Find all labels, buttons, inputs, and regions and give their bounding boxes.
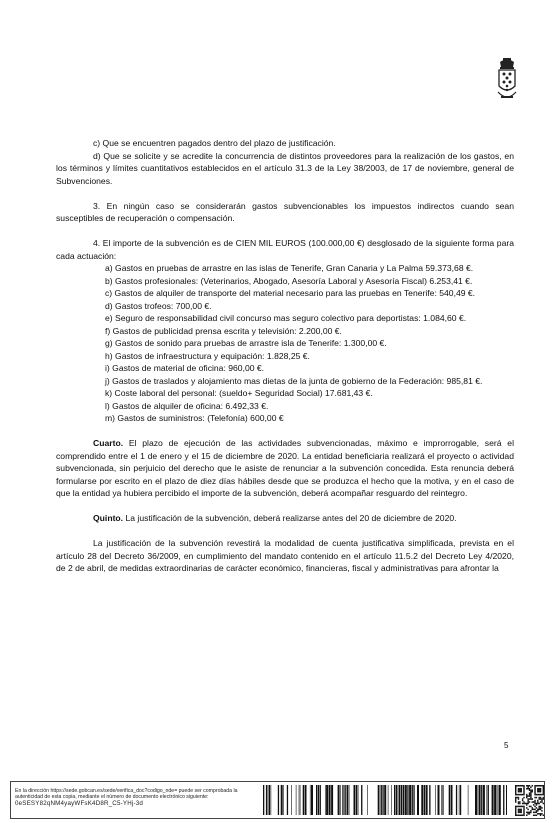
qr-code-icon xyxy=(515,785,544,816)
list-item: f) Gastos de publicidad prensa escrita y televisión: 2.200,00 €. xyxy=(105,325,342,336)
article-cuarto xyxy=(56,437,514,500)
list-item: l) Gastos de alquiler de oficina: 6.492,33 €. xyxy=(105,400,269,411)
list-item: k) Coste laboral del personal: (sueldo+ Seguridad Social) 17.681,43 €. xyxy=(105,388,373,398)
verification-text: En la dirección https://sede.gobcan.es/sede/verifica_doc?codigo_nde= puede ser comprobada la autenticidad de esta copia, mediante el número de documento electrónico siguiente: xyxy=(15,788,238,801)
document-code: 0eSESY82qNM4yayWFsK4D8R_C5-YHj-3d xyxy=(15,799,143,807)
list-item: m) Gastos de suministros: (Telefonía) 600,00 € xyxy=(105,413,284,423)
list-item: h) Gastos de infraestructura y equipación: 1.828,25 €. xyxy=(105,350,310,361)
article-cuarto-text: El plazo de ejecución de las actividades subvencionadas, máximo e improrrogable, será el comprendido entre el 1 de enero y el 15 de diciembre de 2020. La entidad beneficiaria realizará el proyecto o actividad subvencionada, sin perjuicio del derecho que le asiste de renunciar a la subvención concedida. Esta renuncia deberá formularse por escrito en el plazo de diez días hábiles desde que se produzca el hecho que la motiva, y en el caso de que la entidad ya hubiera percibido el importe de la subvención, deberá acompañar resguardo del reintegro. xyxy=(56,438,514,498)
paragraph-4: 4. El importe de la subvención es de CIEN MIL EUROS (100.000,00 €) desglosado de la siguiente forma para cada actuación: xyxy=(56,238,514,261)
list-item: b) Gastos profesionales: (Veterinarios, Abogado, Asesoría Laboral y Asesoría Fiscal) 6.253,41 €. xyxy=(105,275,473,286)
list-item: a) Gastos en pruebas de arrastre en las islas de Tenerife, Gran Canaria y La Palma 59.373,68 €. xyxy=(105,263,474,273)
verification-text-block xyxy=(15,788,255,807)
list-item: j) Gastos de traslados y alojamiento mas dietas de la junta de gobierno de la Federación: 985,81 €. xyxy=(105,375,483,386)
justification-paragraph: La justificación de la subvención revestirá la modalidad de cuenta justificativa simplificada, prevista en el artículo 28 del Decreto 36/2009, en cumplimiento del mandato contenido en el artículo 11.5.2 del Decreto Ley 4/2020, de 2 de abril, de medidas extraordinarias de carácter económico, financieras, fiscal y administrativas para afrontar la xyxy=(56,538,514,573)
barcode-icon xyxy=(263,785,507,815)
list-item: d) Gastos trofeos: 700,00 €. xyxy=(105,300,212,311)
article-quinto-text: La justificación de la subvención, deberá realizarse antes del 20 de diciembre de 2020. xyxy=(123,513,457,523)
paragraph-3: 3. En ningún caso se considerarán gastos subvencionables los impuestos indirectos cuando sean susceptibles de recuperación o compensación. xyxy=(56,200,514,223)
coat-of-arms-icon xyxy=(496,58,518,102)
verification-footer xyxy=(10,781,545,819)
list-item: i) Gastos de material de oficina: 960,00 €. xyxy=(105,363,265,373)
article-quinto xyxy=(56,512,514,525)
article-quinto-label: Quinto. xyxy=(93,513,124,523)
requirement-d: d) Que se solicite y se acredite la concurrencia de distintos proveedores para la realización de los gastos, en los términos y límites cuantitativos establecidos en el artículo 31.3 de la Ley 38/2003, de 17 de noviembre, general de Subvenciones. xyxy=(56,150,514,186)
document-body xyxy=(56,137,514,575)
list-item: e) Seguro de responsabilidad civil concurso mas seguro colectivo para deportistas: 1.084,60 €. xyxy=(105,313,467,323)
list-item: g) Gastos de sonido para pruebas de arrastre isla de Tenerife: 1.300,00 €. xyxy=(105,338,387,348)
article-cuarto-label: Cuarto. xyxy=(93,438,124,448)
expense-list xyxy=(56,262,514,425)
requirement-c: c) Que se encuentren pagados dentro del plazo de justificación. xyxy=(93,138,336,148)
page-number: 5 xyxy=(504,741,509,750)
list-item: c) Gastos de alquiler de transporte del material necesario para las pruebas en Tenerife: 540,49 €. xyxy=(105,288,476,298)
